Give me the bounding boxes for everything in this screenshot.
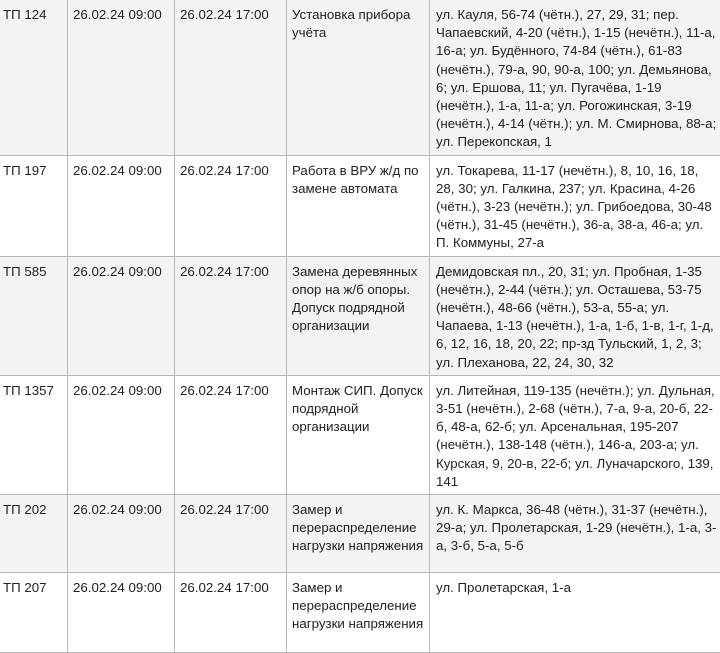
end-time-cell: 26.02.24 17:00	[175, 495, 287, 573]
end-time-cell: 26.02.24 17:00	[175, 256, 287, 375]
addresses-cell: ул. Литейная, 119-135 (нечётн.); ул. Дульная, 3-51 (нечётн.), 2-68 (чётн.), 7-а, 9-а, 20-б, 22-б, 48-а, 62-б; ул. Арсенальная, 195-207 (нечётн.), 138-148 (чётн.), 146-а, 203-а; ул. Курская, 9, 20-в, 22-б; ул. Луначарского, 139, 141	[430, 375, 720, 494]
work-description-cell: Замер и перераспределение нагрузки напряжения	[287, 495, 430, 573]
substation-cell: ТП 207	[0, 573, 68, 653]
work-description-cell: Замена деревянных опор на ж/б опоры. Допуск подрядной организации	[287, 256, 430, 375]
work-description-cell: Замер и перераспределение нагрузки напряжения	[287, 573, 430, 653]
table-row	[0, 0, 720, 155]
substation-cell: ТП 585	[0, 256, 68, 375]
start-time-cell: 26.02.24 09:00	[68, 155, 175, 256]
table-row	[0, 495, 720, 573]
work-description-cell: Установка прибора учёта	[287, 0, 430, 155]
table-row	[0, 375, 720, 494]
start-time-cell: 26.02.24 09:00	[68, 256, 175, 375]
substation-cell: ТП 197	[0, 155, 68, 256]
work-description-cell: Работа в ВРУ ж/д по замене автомата	[287, 155, 430, 256]
work-description-cell: Монтаж СИП. Допуск подрядной организации	[287, 375, 430, 494]
end-time-cell: 26.02.24 17:00	[175, 573, 287, 653]
table-row	[0, 573, 720, 653]
start-time-cell: 26.02.24 09:00	[68, 495, 175, 573]
start-time-cell: 26.02.24 09:00	[68, 0, 175, 155]
start-time-cell: 26.02.24 09:00	[68, 573, 175, 653]
addresses-cell: ул. Пролетарская, 1-а	[430, 573, 720, 653]
end-time-cell: 26.02.24 17:00	[175, 155, 287, 256]
end-time-cell: 26.02.24 17:00	[175, 375, 287, 494]
substation-cell: ТП 124	[0, 0, 68, 155]
addresses-cell: ул. Кауля, 56-74 (чётн.), 27, 29, 31; пер. Чапаевский, 4-20 (чётн.), 1-15 (нечётн.), 11-а, 16-а; ул. Будённого, 74-84 (чётн.), 61-83 (нечётн.), 79-а, 90, 90-а, 100; ул. Демьянова, 6; ул. Ершова, 11; ул. Пугачёва, 1-19 (нечётн.), 1-а, 11-а; ул. Рогожинская, 3-19 (нечётн.), 4-14 (чётн.); ул. М. Смирнова, 88-а; ул. Перекопская, 1	[430, 0, 720, 155]
end-time-cell: 26.02.24 17:00	[175, 0, 287, 155]
substation-cell: ТП 202	[0, 495, 68, 573]
start-time-cell: 26.02.24 09:00	[68, 375, 175, 494]
addresses-cell: ул. К. Маркса, 36-48 (чётн.), 31-37 (нечётн.), 29-а; ул. Пролетарская, 1-29 (нечётн.), 1-а, 3-а, 3-б, 5-а, 5-б	[430, 495, 720, 573]
substation-cell: ТП 1357	[0, 375, 68, 494]
addresses-cell: Демидовская пл., 20, 31; ул. Пробная, 1-35 (нечётн.), 2-44 (чётн.); ул. Осташева, 53-75 (нечётн.), 48-66 (чётн.), 53-а, 55-а; ул. Чапаева, 1-13 (нечётн.), 1-а, 1-б, 1-в, 1-г, 1-д, 6, 12, 16, 18, 20, 22; пр-зд Тульский, 1, 2, 3; ул. Плеханова, 22, 24, 30, 32	[430, 256, 720, 375]
table-row	[0, 155, 720, 256]
table-row	[0, 256, 720, 375]
addresses-cell: ул. Токарева, 11-17 (нечётн.), 8, 10, 16, 18, 28, 30; ул. Галкина, 237; ул. Красина, 4-26 (чётн.), 3-23 (нечётн.); ул. Грибоедова, 30-48 (чётн.), 31-45 (нечётн.), 36-а, 38-а, 46-а; ул. П. Коммуны, 27-а	[430, 155, 720, 256]
